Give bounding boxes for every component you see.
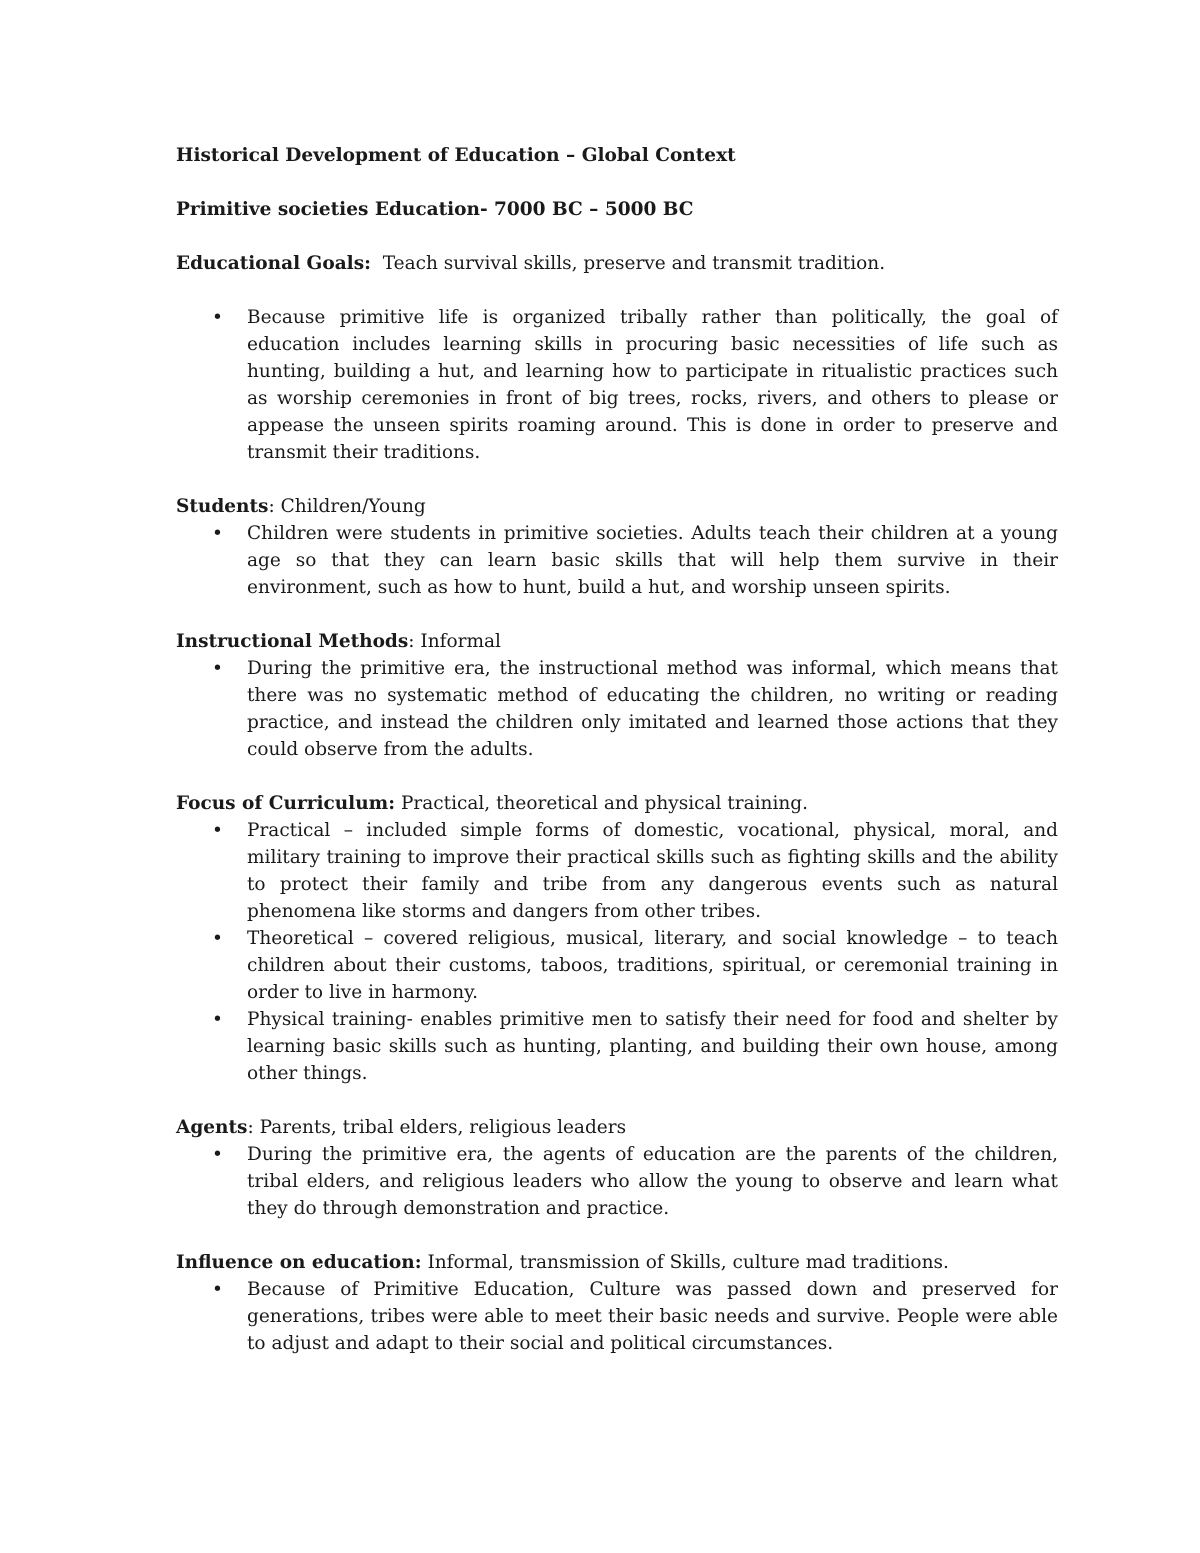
section-value: : Children/Young <box>268 496 426 517</box>
list-item <box>176 655 1058 763</box>
bullet-list <box>176 304 1058 466</box>
section-value: Teach survival skills, preserve and transmit tradition. <box>382 253 886 274</box>
bullet-marker: • <box>212 307 223 328</box>
section-value: Practical, theoretical and physical training. <box>400 793 809 814</box>
bullet-marker: • <box>212 1144 223 1165</box>
list-item <box>176 1141 1058 1222</box>
bullet-marker: • <box>212 523 223 544</box>
bullet-text: Because primitive life is organized tribally rather than politically, the goal of education includes learning skills in procuring basic necessities of life such as hunting, building a hut, and learning how to participate in ritualistic practices such as worship ceremonies in front of big trees, rocks, rivers, and others to please or appease the unseen spirits roaming around. This is done in order to preserve and transmit their traditions. <box>247 307 1058 463</box>
document-subtitle: Primitive societies Education- 7000 BC – 5000 BC <box>176 199 694 220</box>
bullet-text: During the primitive era, the agents of education are the parents of the children, tribal elders, and religious leaders who allow the young to observe and learn what they do through demonstration and practice. <box>247 1144 1058 1219</box>
bullet-list <box>176 1141 1058 1222</box>
bullet-marker: • <box>212 1279 223 1300</box>
bullet-text: Practical – included simple forms of domestic, vocational, physical, moral, and military training to improve their practical skills such as fighting skills and the ability to protect their family and tribe from any dangerous events such as natural phenomena like storms and dangers from other tribes. <box>247 820 1058 922</box>
section-influence-on-education <box>176 1249 1058 1357</box>
list-item <box>176 817 1058 925</box>
section-label: Agents <box>176 1117 248 1138</box>
bullet-marker: • <box>212 928 223 949</box>
section-label: Students <box>176 496 269 517</box>
bullet-text: During the primitive era, the instructional method was informal, which means that there was no systematic method of educating the children, no writing or reading practice, and instead the children only imitated and learned those actions that they could observe from the adults. <box>247 658 1058 760</box>
bullet-list <box>176 817 1058 1087</box>
list-item <box>176 925 1058 1006</box>
bullet-text: Children were students in primitive societies. Adults teach their children at a young age so that they can learn basic skills that will help them survive in their environment, such as how to hunt, build a hut, and worship unseen spirits. <box>247 523 1058 598</box>
section-value: : Informal <box>408 631 501 652</box>
section-focus-of-curriculum <box>176 790 1058 1087</box>
list-item <box>176 1006 1058 1087</box>
section-value: : Parents, tribal elders, religious leaders <box>247 1117 627 1138</box>
list-item <box>176 520 1058 601</box>
document-title: Historical Development of Education – Global Context <box>176 145 736 166</box>
bullet-list <box>176 655 1058 763</box>
bullet-marker: • <box>212 1009 223 1030</box>
list-item <box>176 304 1058 466</box>
section-label: Instructional Methods <box>176 631 409 652</box>
bullet-marker: • <box>212 820 223 841</box>
bullet-marker: • <box>212 658 223 679</box>
bullet-text: Because of Primitive Education, Culture was passed down and preserved for generations, tribes were able to meet their basic needs and survive. People were able to adjust and adapt to their social and political circumstances. <box>247 1279 1058 1354</box>
bullet-list <box>176 1276 1058 1357</box>
section-agents <box>176 1114 1058 1222</box>
section-heading-line <box>176 493 1058 520</box>
section-heading-line <box>176 250 1058 277</box>
section-heading-line <box>176 1114 1058 1141</box>
list-item <box>176 1276 1058 1357</box>
bullet-text: Theoretical – covered religious, musical, literary, and social knowledge – to teach children about their customs, taboos, traditions, spiritual, or ceremonial training in order to live in harmony. <box>247 928 1058 1003</box>
section-students <box>176 493 1058 601</box>
section-value: Informal, transmission of Skills, culture mad traditions. <box>427 1252 949 1273</box>
bullet-text: Physical training- enables primitive men to satisfy their need for food and shelter by learning basic skills such as hunting, planting, and building their own house, among other things. <box>247 1009 1058 1084</box>
section-heading-line <box>176 790 1058 817</box>
section-instructional-methods <box>176 628 1058 763</box>
section-heading-line <box>176 1249 1058 1276</box>
section-label: Focus of Curriculum: <box>176 793 396 814</box>
section-label: Influence on education: <box>176 1252 422 1273</box>
bullet-list <box>176 520 1058 601</box>
document-page <box>176 142 1058 1384</box>
section-label: Educational Goals: <box>176 253 371 274</box>
section-heading-line <box>176 628 1058 655</box>
section-educational-goals <box>176 250 1058 466</box>
